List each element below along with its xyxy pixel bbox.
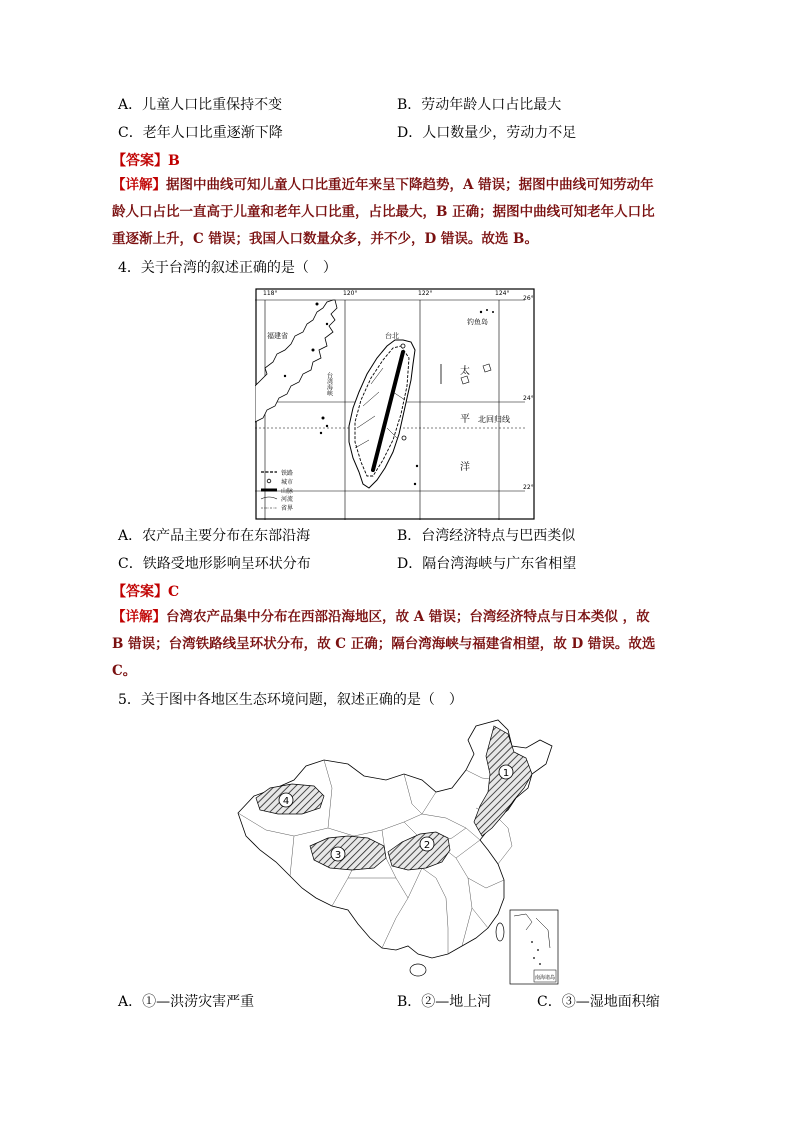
q3-detail-line: 龄人口占比一直高于儿童和老年人口比重，占比最大，B 正确；据图中曲线可知老年人口比	[112, 204, 655, 220]
south-china-sea-inset	[510, 910, 558, 984]
lat-label: 22°	[523, 484, 534, 491]
lon-label: 122°	[418, 290, 433, 297]
legend-label: 铁路	[281, 470, 294, 477]
q3-detail-line	[112, 172, 655, 199]
q4-answer-value: C	[168, 584, 180, 600]
legend-label: 城市	[281, 479, 294, 486]
taiwan-strait-label: 台湾海峡	[325, 372, 333, 396]
city	[402, 436, 406, 440]
penghu-island	[326, 425, 328, 427]
green-island	[416, 465, 418, 467]
region-marker-2	[420, 837, 434, 851]
region-number: 2	[423, 840, 431, 851]
hainan-island	[410, 964, 426, 976]
q4-option-b: B．台湾经济特点与巴西类似	[397, 528, 576, 544]
legend-label: 山脉	[281, 488, 294, 495]
lon-label: 124°	[495, 290, 510, 297]
q3-detail	[112, 172, 655, 253]
region-number: 3	[334, 850, 342, 861]
region-number: 1	[502, 768, 510, 779]
diaoyu-island	[480, 311, 482, 313]
penghu-island	[322, 417, 325, 420]
q4-option-d: D．隔台湾海峡与广东省相望	[397, 556, 577, 572]
q3-answer	[112, 151, 180, 171]
fujian-label: 福建省	[267, 332, 288, 340]
q3-option-a: A．儿童人口比重保持不变	[118, 97, 283, 113]
region-marker-1	[499, 765, 513, 779]
q4-question: 4．关于台湾的叙述正确的是（ ）	[118, 260, 337, 276]
inset-label: 南海诸岛	[534, 975, 556, 981]
q4-detail-tag: 【详解】	[112, 609, 166, 625]
q3-detail-line: 重逐渐上升，C 错误；我国人口数量众多，并不少，D 错误。故选 B。	[112, 231, 538, 247]
q4-detail-line: C。	[112, 663, 137, 679]
lat-label: 24°	[523, 395, 534, 402]
legend-label: 省界	[281, 505, 294, 512]
q4-answer	[112, 582, 179, 602]
china-map	[236, 718, 566, 986]
tropic-of-cancer-label: 北回归线	[478, 415, 510, 424]
island	[326, 323, 328, 325]
q5-option-a: A．①—洪涝灾害严重	[118, 994, 255, 1010]
pacific-label-ping: 平	[460, 414, 470, 425]
q3-detail-tag: 【详解】	[112, 177, 166, 193]
q5-option-b: B．②—地上河	[397, 994, 492, 1010]
q3-answer-tag: 【答案】	[112, 153, 168, 169]
orchid-island	[414, 483, 416, 485]
island	[316, 303, 319, 306]
lon-label: 120°	[343, 290, 358, 297]
q3-option-b: B．劳动年龄人口占比最大	[397, 97, 562, 113]
q5-question: 5．关于图中各地区生态环境问题，叙述正确的是（ ）	[118, 692, 463, 708]
diaoyu-island	[492, 311, 494, 313]
island	[284, 375, 286, 377]
taiwan-island	[496, 923, 504, 941]
lat-label: 26°	[523, 295, 534, 302]
q3-detail-text: 据图中曲线可知儿童人口比重近年来呈下降趋势，A 错误；据图中曲线可知劳动年	[166, 177, 654, 193]
q3-option-d: D．人口数量少，劳动力不足	[397, 125, 577, 141]
q4-detail-text: 台湾农产品集中分布在西部沿海地区，故 A 错误；台湾经济特点与日本类似 ，故	[166, 609, 650, 625]
taipei-city	[401, 344, 405, 348]
region-number: 4	[282, 796, 290, 807]
q5-option-c: C．③—湿地面积缩	[537, 994, 660, 1010]
penghu-island	[320, 432, 322, 434]
q4-option-a: A．农产品主要分布在东部沿海	[118, 528, 311, 544]
q3-answer-value: B	[168, 153, 180, 169]
q4-detail	[112, 604, 655, 685]
pacific-label-tai: 太	[460, 366, 470, 377]
lon-label: 118°	[263, 290, 278, 297]
q3-option-c: C．老年人口比重逐渐下降	[118, 125, 283, 141]
island	[312, 349, 315, 352]
q4-answer-tag: 【答案】	[112, 584, 168, 600]
region-marker-3	[331, 847, 345, 861]
q4-option-c: C．铁路受地形影响呈环状分布	[118, 556, 311, 572]
region-marker-4	[279, 793, 293, 807]
legend-city-symbol	[267, 479, 271, 483]
taiwan-map	[255, 288, 535, 520]
diaoyu-label: 钓鱼岛	[467, 318, 488, 326]
q4-detail-line	[112, 604, 655, 631]
q4-detail-line: B 错误；台湾铁路线呈环状分布，故 C 正确；隔台湾海峡与福建省相望，故 D 错误。故选	[112, 636, 656, 652]
taipei-label: 台北	[385, 332, 399, 340]
diaoyu-island	[486, 309, 488, 311]
pacific-label-yang: 洋	[460, 462, 470, 473]
legend-label: 河流	[281, 496, 294, 503]
